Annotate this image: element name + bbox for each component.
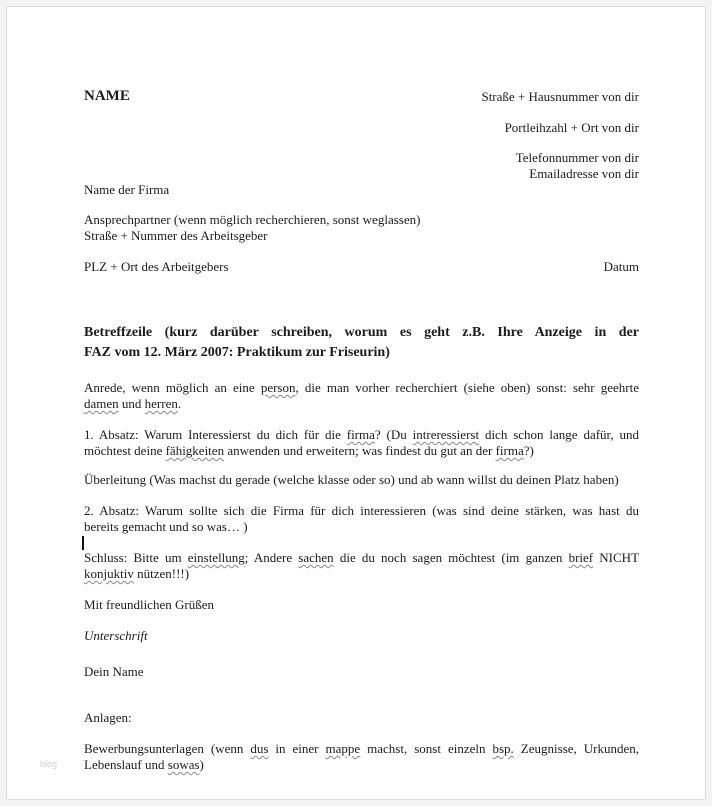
subject-line-2: FAZ vom 12. März 2007: Praktikum zur Friseurin) (84, 345, 390, 360)
attachments-label: Anlagen: (84, 710, 132, 725)
letter-date: Datum (603, 259, 639, 274)
watermark: blog (40, 759, 58, 769)
recipient-street: Straße + Nummer des Arbeitsgeber (84, 228, 268, 243)
sender-street: Straße + Hausnummer von dir (481, 89, 639, 104)
recipient-company: Name der Firma (84, 182, 170, 197)
attachments-line-2: Lebenslauf und sowas) (84, 757, 204, 772)
attachments-line-1: Bewerbungsunterlagen (wenn dus in einer mappe machst, sonst einzeln bsp. Zeugnisse, Urkunden, (84, 741, 640, 756)
salutation-line-2: damen und herren. (84, 396, 182, 411)
transition-line: Überleitung (Was machst du gerade (welche klasse oder so) und ab wann willst du deinen Platz haben) (84, 472, 619, 487)
subject-line-1: Betreffzeile (kurz darüber schreiben, worum es geht z.B. Ihre Anzeige in der (84, 325, 639, 340)
signature: Unterschrift (84, 628, 148, 643)
text-cursor (82, 536, 84, 550)
paragraph-2-line-1: 2. Absatz: Warum sollte sich die Firma für dich interessieren (was sind deine stärken, was hast du (84, 503, 639, 518)
closing-paragraph-line-1: Schluss: Bitte um einstellung; Andere sachen die du noch sagen möchtest (im ganzen brief NICHT (84, 550, 640, 565)
paragraph-1-line-2: möchtest deine fähigkeiten anwenden und erweitern; was findest du gut an der firma?) (84, 443, 534, 458)
paragraph-2-line-2: bereits gemacht und so was… ) (84, 519, 248, 534)
sender-email: Emailadresse von dir (529, 166, 639, 181)
your-name: Dein Name (84, 664, 144, 679)
recipient-city: PLZ + Ort des Arbeitgebers (84, 259, 229, 274)
sender-name: NAME (84, 88, 130, 104)
sender-phone: Telefonnummer von dir (515, 150, 639, 165)
sender-city: Portleihzahl + Ort von dir (504, 120, 639, 135)
paragraph-1-line-1: 1. Absatz: Warum Interessierst du dich für die firma? (Du intreressierst dich schon lange dafür, und (84, 427, 639, 442)
closing-paragraph-line-2: konjuktiv nützen!!!) (84, 566, 190, 581)
recipient-contact: Ansprechpartner (wenn möglich recherchieren, sonst weglassen) (84, 212, 421, 227)
greeting: Mit freundlichen Grüßen (84, 597, 214, 612)
salutation-line-1: Anrede, wenn möglich an eine person, die man vorher recherchiert (siehe oben) sonst: sehr geehrte (84, 380, 639, 395)
